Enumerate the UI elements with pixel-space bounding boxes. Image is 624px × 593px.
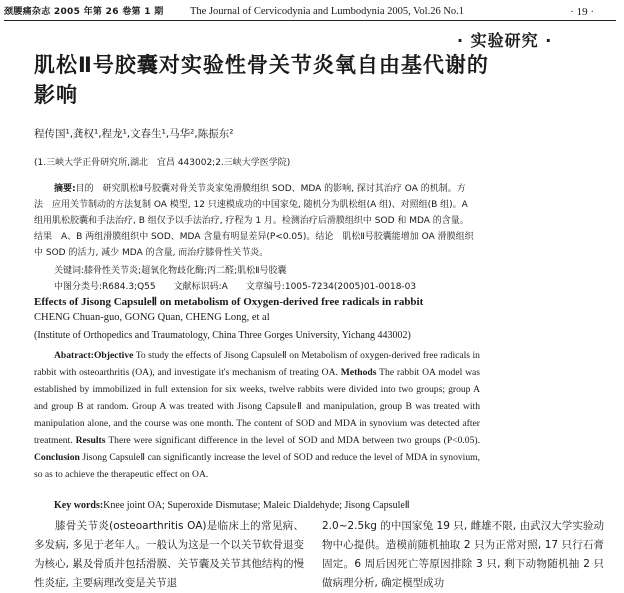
abstract-cn-text: 目的 研究肌松Ⅱ号胶囊对骨关节炎家兔滑膜组织 SOD、MDA 的影响, 探讨其治疗 OA 的机制。方法 应用关节制动的方法复制 OA 模型, 12 只速模成功的中国家兔, 随机分为肌松组(A 组)、对照组(B 组)。A 组用肌松胶囊和手法治疗, B 组仅予以手法治疗, 疗程为 1 月。检测治疗后滑膜组织中 SOD 和 MDA 的含量。结果 A、B 两组滑膜组织中 SOD、MDA 含量有明显差异(P<0.05)。结论 肌松Ⅱ号胶囊能增加 OA 滑膜组织中 SOD 的活力, 减少 MDA 的含量, 而治疗膝骨性关节炎。 xyxy=(34,184,474,258)
english-affiliation: (Institute of Orthopedics and Traumatology, China Three Gorges University, Yichang 443002) xyxy=(34,330,411,341)
authors-cn: 程传国¹,龚权¹,程龙¹,文春生¹,马华²,陈振东² xyxy=(34,128,234,140)
abstract-en-label: Abatract: xyxy=(54,350,94,361)
affiliation-cn: (1.三峡大学正骨研究所,湖北 宜昌 443002;2.三峡大学医学院) xyxy=(34,158,291,168)
conclusion-text: Jisong CapsuleⅡ can significantly increase the level of SOD and reduce the level of MDA in synovium, so as to achieve the therapeutic effect on OA. xyxy=(34,452,480,480)
body-column-right: 2.0~2.5kg 的中国家兔 19 只, 雌雄不限, 由武汉大学实验动物中心提供。造模前随机抽取 2 只为正常对照, 17 只行石膏固定。6 周后因死亡等原因排除 3 只, 剩下动物随机抽 2 只做病理分析, 确定模型成功 xyxy=(322,520,604,589)
classification-line: 中图分类号:R684.3;Q55 文献标识码:A 文章编号:1005-7234(2005)01-0018-03 xyxy=(54,282,417,292)
page-number: · 19 · xyxy=(570,6,594,18)
keywords-en-label: Key words: xyxy=(54,500,104,511)
abstract-en xyxy=(34,347,480,483)
results-text: There were significant difference in the level of SOD and MDA between two groups (P<0.05). xyxy=(108,435,480,446)
keywords-cn: 关键词:膝骨性关节炎;超氧化物歧化酶;丙二醛;肌松Ⅱ号胶囊 xyxy=(54,266,287,276)
english-title: Effects of Jisong CapsuleⅡ on metabolism of Oxygen-derived free radicals in rabbit xyxy=(34,296,424,308)
journal-name-cn: 颈腰痛杂志 2005 年第 26 卷第 1 期 xyxy=(4,7,164,17)
running-header xyxy=(4,4,616,21)
keywords-en xyxy=(54,500,410,511)
methods-label: Methods xyxy=(340,367,377,378)
body-column-left: 膝骨关节炎(osteoarthritis OA)是临床上的常见病、多发病, 多见于老年人。一般认为这是一个以关节软骨退变为核心, 累及骨质并包括滑膜、关节囊及关节其他结构的慢性炎症, 主要病理改变是关节退 xyxy=(34,520,304,589)
methods-text: The rabbit OA model was established by immobilized in full extension for six weeks, twelve rabbits were divided into two groups; group A and group B at random. Group A was treated with Jisong CapsuleⅡ and manipulation, group B was treated with manipulation alone, and the course was one month. The content of SOD and MDA in synovium was detected after treatment. xyxy=(34,367,480,446)
keywords-en-text: Knee joint OA; Superoxide Dismutase; Maleic Dialdehyde; Jisong CapsuleⅡ xyxy=(103,500,410,511)
abstract-cn-label: 摘要: xyxy=(54,184,76,194)
article-title: 肌松Ⅱ号胶囊对实验性骨关节炎氧自由基代谢的影响 xyxy=(34,53,489,107)
journal-name-en: The Journal of Cervicodynia and Lumbodynia 2005, Vol.26 No.1 xyxy=(190,6,465,17)
conclusion-label: Conclusion xyxy=(34,452,80,463)
abstract-cn xyxy=(34,181,474,261)
english-authors: CHENG Chuan-guo, GONG Quan, CHENG Long, et al xyxy=(34,312,270,323)
objective-label: Objective xyxy=(93,350,134,361)
section-tag: · 实验研究 · xyxy=(457,31,553,50)
results-label: Results xyxy=(75,435,106,446)
objective-text: To study the effects of Jisong CapsuleⅡ on Metabolism of oxygen-derived free radicals in rabbit with osteoarthritis (OA), and investigate it's mechanism of treating OA. xyxy=(34,350,480,378)
